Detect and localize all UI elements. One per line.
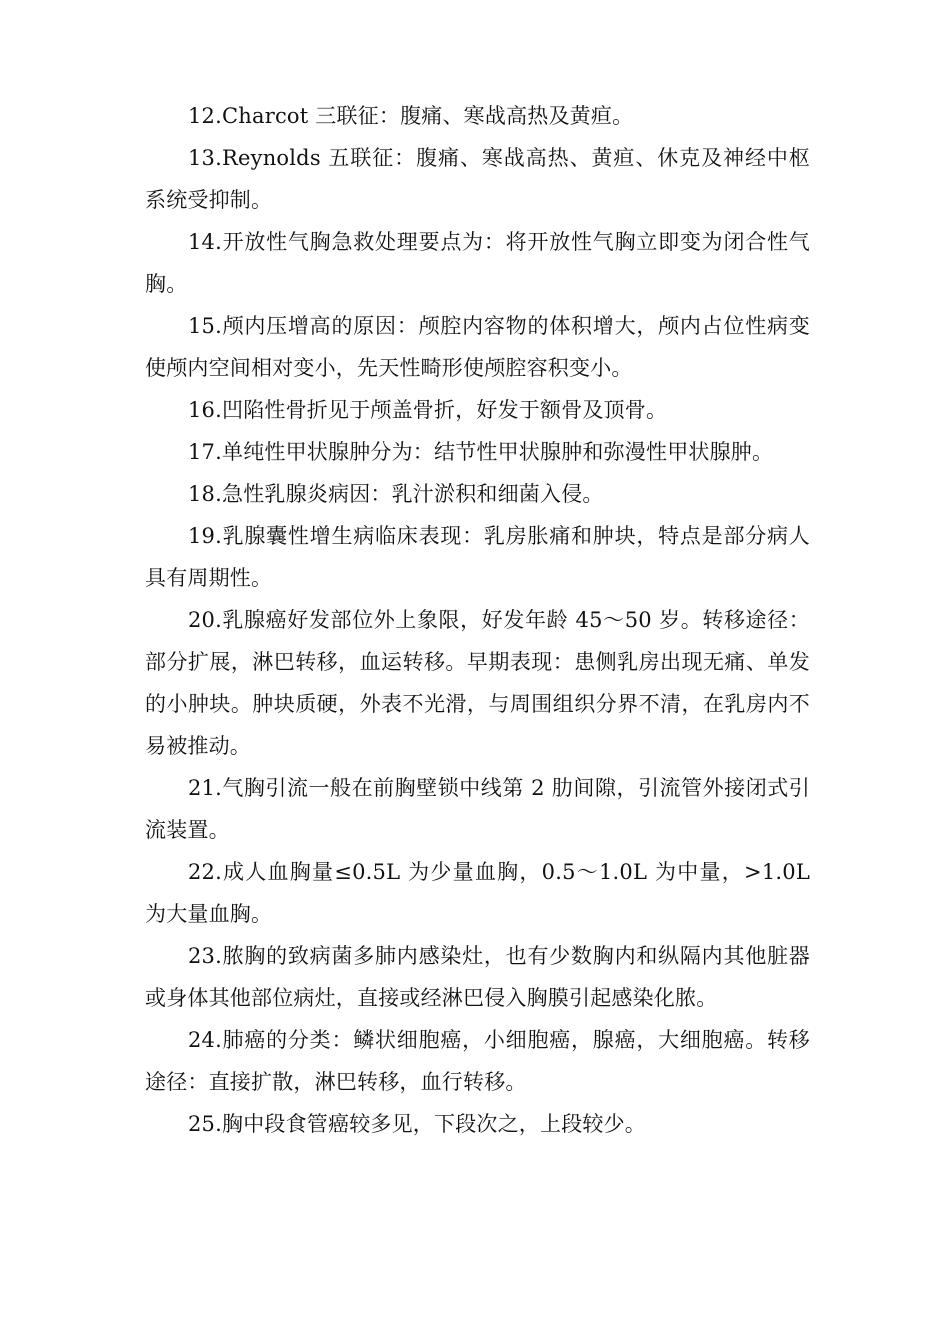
paragraph-14: 14.开放性气胸急救处理要点为：将开放性气胸立即变为闭合性气胸。: [145, 230, 810, 296]
paragraph-17: 17.单纯性甲状腺肿分为：结节性甲状腺肿和弥漫性甲状腺肿。: [188, 440, 774, 464]
paragraph-20: 20.乳腺癌好发部位外上象限，好发年龄 45～50 岁。转移途径：部分扩展，淋巴转移，血运转移。早期表现：患侧乳房出现无痛、单发的小肿块。肿块质硬，外表不光滑，与周围组织分界不清，在乳房内不易被推动。: [145, 608, 810, 758]
paragraph-24: 24.肺癌的分类：鳞状细胞癌，小细胞癌，腺癌，大细胞癌。转移途径：直接扩散，淋巴转移，血行转移。: [145, 1028, 810, 1094]
paragraph-12: 12.Charcot 三联征：腹痛、寒战高热及黄疸。: [188, 104, 634, 128]
paragraph-23: 23.脓胸的致病菌多肺内感染灶，也有少数胸内和纵隔内其他脏器或身体其他部位病灶，直接或经淋巴侵入胸膜引起感染化脓。: [145, 944, 810, 1010]
paragraph-18: 18.急性乳腺炎病因：乳汁淤积和细菌入侵。: [188, 482, 604, 506]
paragraph-25: 25.胸中段食管癌较多见，下段次之，上段较少。: [188, 1112, 646, 1136]
document-body: [145, 95, 810, 1145]
paragraph-13: 13.Reynolds 五联征：腹痛、寒战高热、黄疸、休克及神经中枢系统受抑制。: [145, 146, 810, 212]
paragraph-22: 22.成人血胸量≤0.5L 为少量血胸，0.5～1.0L 为中量，>1.0L 为大量血胸。: [145, 860, 810, 926]
paragraph-19: 19.乳腺囊性增生病临床表现：乳房胀痛和肿块，特点是部分病人具有周期性。: [145, 524, 810, 590]
paragraph-16: 16.凹陷性骨折见于颅盖骨折，好发于额骨及顶骨。: [188, 398, 668, 422]
paragraph-15: 15.颅内压增高的原因：颅腔内容物的体积增大，颅内占位性病变使颅内空间相对变小，先天性畸形使颅腔容积变小。: [145, 314, 810, 380]
paragraph-21: 21.气胸引流一般在前胸壁锁中线第 2 肋间隙，引流管外接闭式引流装置。: [145, 776, 810, 842]
